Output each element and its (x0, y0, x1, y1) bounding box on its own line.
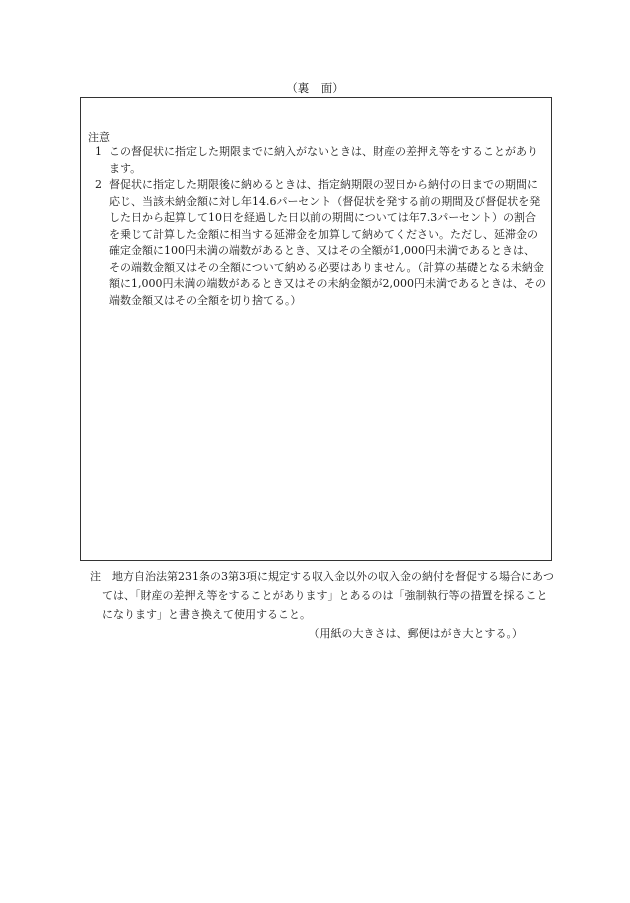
note-text: この督促状に指定した期限までに納入がないときは、財産の差押え等をすることがあります。 (109, 145, 538, 175)
page-heading: （裏 面） (286, 81, 344, 95)
note-text: 督促状に指定した期限後に納めるときは、指定納期限の翌日から納付の日までの期間に応じ、当該未納金額に対し年14.6パーセント（督促状を発する前の期間及び督促状を発した日から起算して10日を経過した日以前の期間については年7.3パーセント）の割合を乗じて計算した金額に相当する延滞金を加算して納めてください。ただし、延滞金の確定金額に100円未満の端数があるとき、又はその全額が1,000円未満であるときは、その端数金額又はその全額について納める必要はありません。（計算の基礎となる未納金額に1,000円未満の端数があるとき又はその未納金額が2,000円未満であるときは、その端数金額又はその全額を切り捨てる。） (109, 178, 546, 307)
paper-size-note: （用紙の大きさは、郵便はがき大とする。） (308, 627, 523, 640)
footer-note: 注 地方自治法第231条の3第3項に規定する収入金以外の収入金の納付を督促する場合にあつては、「財産の差押え等をすることがあります」とあるのは「強制執行等の措置を採ることになります」と書き換えて使用すること。 (90, 570, 554, 621)
note-number: 1 (95, 145, 102, 158)
note-item-2 (88, 177, 546, 309)
note-item-1 (88, 144, 546, 177)
note-number: 2 (95, 178, 102, 191)
notes-title: 注意 (88, 131, 110, 144)
notice-box (80, 97, 552, 561)
